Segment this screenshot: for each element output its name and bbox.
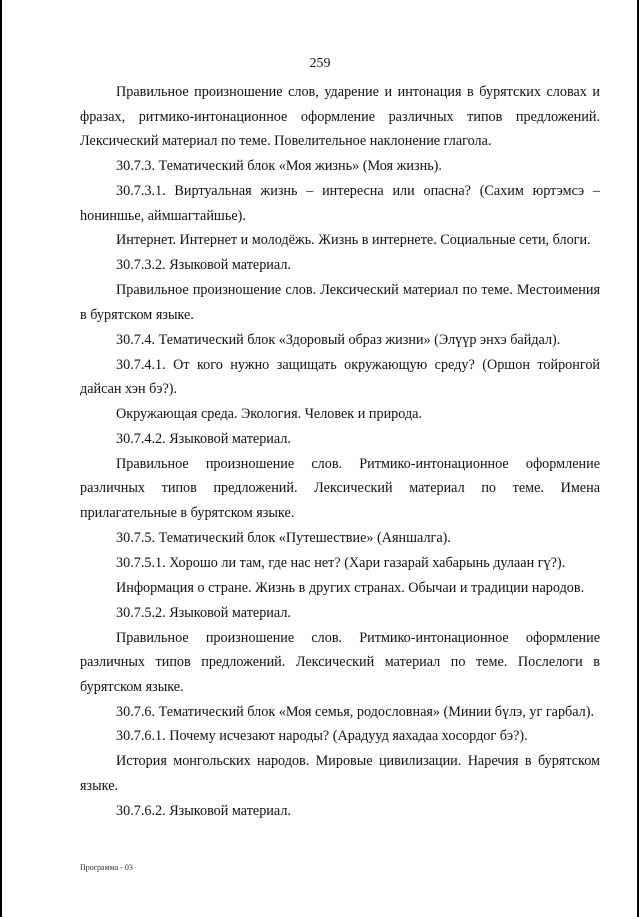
paragraph: Правильное произношение слов. Лексический материал по теме. Местоимения в бурятском языке.	[80, 282, 600, 323]
paragraph: Окружающая среда. Экология. Человек и природа.	[116, 406, 423, 423]
page-border-left	[0, 0, 2, 917]
section-heading: 30.7.4. Тематический блок «Здоровый образ жизни» (Элүүр энхэ байдал).	[116, 331, 561, 348]
subsection-heading: 30.7.6.2. Языковой материал.	[116, 802, 291, 819]
page-border-right	[637, 0, 639, 917]
subsection-heading: 30.7.6.1. Почему исчезают народы? (Арадууд яахадаа хосордог бэ?).	[116, 728, 528, 745]
paragraph: Интернет. Интернет и молодёжь. Жизнь в интернете. Социальные сети, блоги.	[116, 232, 591, 249]
section-heading: 30.7.3. Тематический блок «Моя жизнь» (Моя жизнь).	[116, 158, 442, 175]
section-heading: 30.7.6. Тематический блок «Моя семья, родословная» (Минии бүлэ, уг гарбал).	[116, 703, 595, 720]
paragraph: Правильное произношение слов. Ритмико-интонационное оформление различных типов предложений. Лексический материал по теме. Имена прилагательные в бурятском языке.	[80, 455, 600, 522]
page-number: 259	[309, 56, 331, 71]
subsection-heading: 30.7.3.1. Виртуальная жизнь – интересна или опасна? (Сахим юртэмсэ – hониншье, аймшагтайшье).	[80, 182, 600, 224]
subsection-heading: 30.7.4.1. От кого нужно защищать окружающую среду? (Оршон тойронгой дайсан хэн бэ?).	[80, 356, 600, 398]
paragraph: Правильное произношение слов. Ритмико-интонационное оформление различных типов предложений. Лексический материал по теме. Послелоги в бурятском языке.	[80, 629, 600, 695]
document-body	[80, 80, 600, 824]
section-heading: 30.7.5. Тематический блок «Путешествие» (Аяншалга).	[116, 529, 451, 546]
subsection-heading: 30.7.5.1. Хорошо ли там, где нас нет? (Хари газарай хабарынь дулаан гү?).	[116, 554, 566, 571]
paragraph: Информация о стране. Жизнь в других странах. Обычаи и традиции народов.	[116, 579, 585, 596]
subsection-heading: 30.7.5.2. Языковой материал.	[116, 604, 291, 621]
subsection-heading: 30.7.4.2. Языковой материал.	[116, 430, 291, 447]
paragraph: История монгольских народов. Мировые цивилизации. Наречия в бурятском языке.	[80, 753, 600, 794]
subsection-heading: 30.7.3.2. Языковой материал.	[116, 257, 291, 274]
paragraph: Правильное произношение слов, ударение и интонация в бурятских словах и фразах, ритмико-интонационное оформление различных типов предложений. Лексический материал по теме. Повелительное наклонение глагола.	[80, 84, 600, 150]
page-footer: Программа - 03	[80, 863, 133, 872]
